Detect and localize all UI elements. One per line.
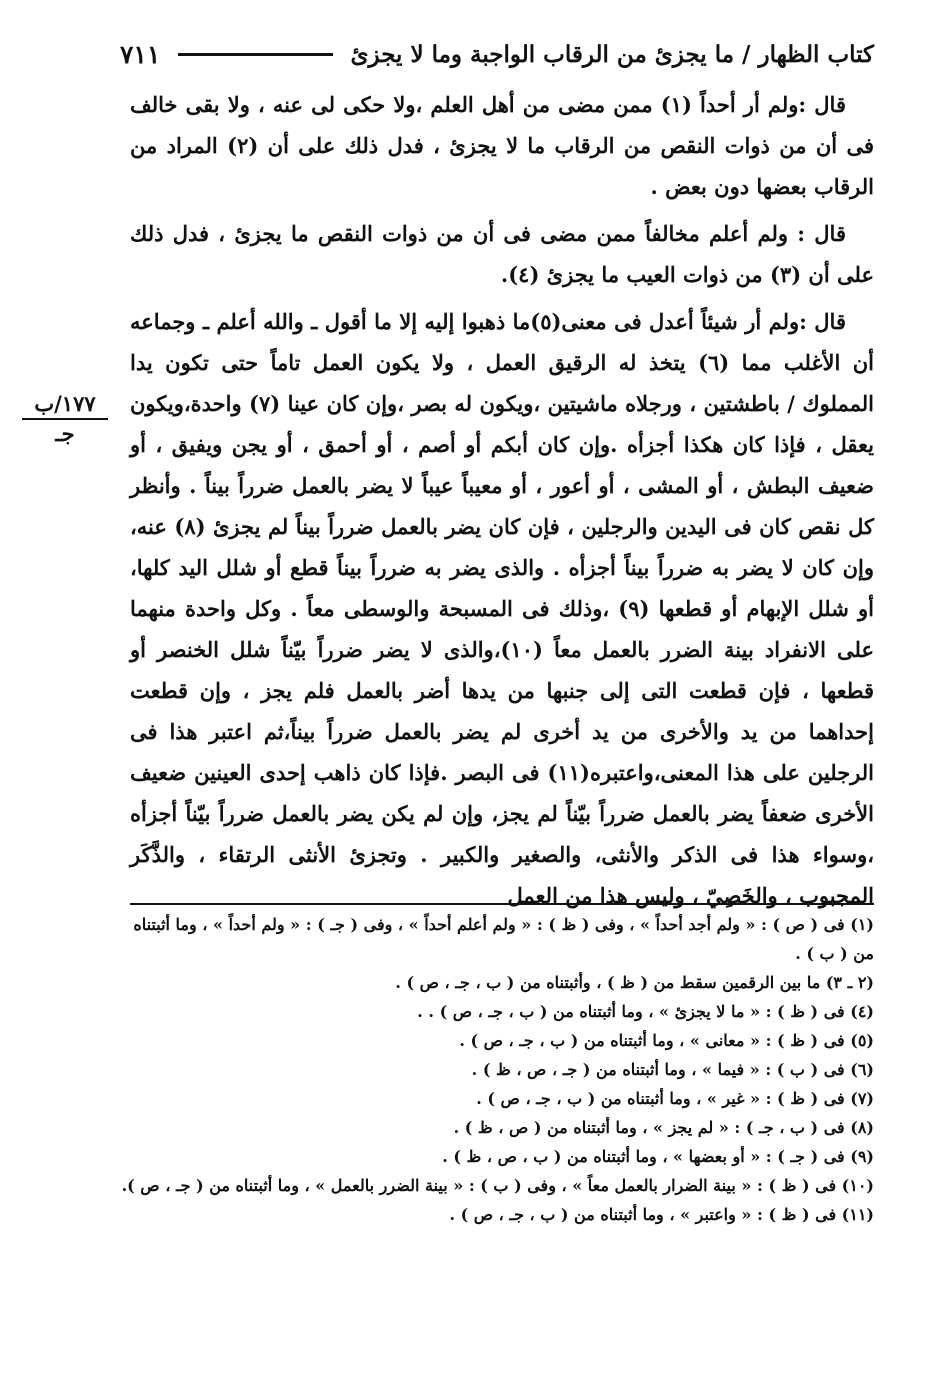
paragraph-text: ولم أر أحداً (١) ممن مضى من أهل العلم ،ولا حكى لى عنه ، ولا بقى خالف فى أن من ذوات النقص من الرقاب ما لا يجزئ ، فدل ذلك على أن (٢) المراد من الرقاب بعضها دون بعض .: [130, 92, 874, 199]
footnote: (٨) فى ( ب ، جـ ) : « لم يجز » ، وما أثبتناه من ( ص ، ظ ) .: [453, 1118, 874, 1137]
footnote: (٢ ـ ٣) ما بين الرقمين سقط من ( ظ ) ، وأثبتناه من ( ب ، جـ ، ص ) .: [395, 973, 874, 992]
footnote: (٧) فى ( ظ ) : « غير » ، وما أثبتناه من ( ب ، جـ ، ص ) .: [476, 1089, 874, 1108]
main-text: [130, 84, 874, 922]
footnote: (٥) فى ( ظ ) : « معانى » ، وما أثبتناه من ( ب ، جـ ، ص ) .: [459, 1031, 874, 1050]
footnote: (١٠) فى ( ظ ) : « بينة الضرار بالعمل معاً » ، وفى ( ب ) : « بينة الضرر بالعمل » ، وما أثبتناه من ( جـ ، ص ).: [121, 1176, 874, 1195]
footnote: (٤) فى ( ظ ) : « ما لا يجزئ » ، وما أثبتناه من ( ب ، جـ ، ص ) . .: [417, 1002, 874, 1021]
footnote: (١) فى ( ص ) : « ولم أجد أحداً » ، وفى ( ظ ) : « ولم أعلم أحداً » ، وفى ( جـ ) : « ولم أحداً » ، وما أثبتناه من ( ب ) .: [133, 915, 874, 963]
paragraph-lead: قال :: [797, 221, 846, 246]
footnote: (٦) فى ( ب ) : « فيما » ، وما أثبتناه من ( جـ ، ص ، ظ ) .: [471, 1060, 874, 1079]
margin-folio-note: [22, 392, 108, 446]
footnote: (٩) فى ( جـ ) : « أو بعضها » ، وما أثبتناه من ( ب ، ص ، ظ ) .: [442, 1147, 874, 1166]
footnote: (١١) فى ( ظ ) : « واعتبر » ، وما أثبتناه من ( ب ، جـ ، ص ) .: [449, 1205, 874, 1224]
footnote-separator: [130, 903, 874, 905]
footnotes: [120, 910, 874, 1229]
header-title: كتاب الظهار / ما يجزئ من الرقاب الواجبة وما لا يجزئ: [350, 40, 874, 68]
paragraph: [130, 213, 874, 295]
header-rule: [178, 53, 332, 56]
paragraph-text: ولم أعلم مخالفاً ممن مضى فى أن من ذوات النقص ما يجزئ ، فدل ذلك على أن (٣) من ذوات العيب ما يجزئ (٤).: [130, 221, 874, 287]
page-number: ٧١١: [120, 39, 161, 69]
paragraph: [130, 301, 874, 916]
margin-manuscript: جـ: [55, 421, 75, 446]
margin-folio: ١٧٧/ب: [22, 392, 108, 420]
paragraph-lead: قال :: [798, 92, 846, 117]
running-header: [120, 34, 874, 74]
paragraph-lead: قال :: [799, 309, 846, 334]
paragraph-text: ولم أر شيئاً أعدل فى معنى(٥)ما ذهبوا إليه إلا ما أقول ـ والله أعلم ـ وجماعه أن الأغلب مما (٦) يتخذ له الرقيق العمل ، ولا يكون العمل تاماً حتى تكون يدا المملوك / باطشتين ، ورجلاه ماشيتين ،ويكون له بصر ،وإن كان عينا (٧) واحدة،ويكون يعقل ، فإذا كان هكذا أجزأه .وإن كان أبكم أو أصم ، أو أحمق ، أو يجن ويفيق ، أو ضعيف البطش ، أو المشى ، أو أعور ، أو معيباً عيباً لا يضر بالعمل ضرراً بيناً . وأنظر كل نقص كان فى اليدين والرجلين ، فإن كان يضر بالعمل ضرراً بيناً لم يجزئ (٨) عنه، وإن كان لا يضر به ضرراً بيناً أجزأه . والذى يضر به ضرراً بيناً قطع أو شلل اليد كلها، أو شلل الإبهام أو قطعها (٩) ،وذلك فى المسبحة والوسطى معاً . وكل واحدة منهما على الانفراد بينة الضرر بالعمل معاً (١٠)،والذى لا يضر ضرراً بيّناً شلل الخنصر أو قطعها ، فإن قطعت التى إلى جنبها من يدها أضر بالعمل فلم يجز ، وإن قطعت إحداهما من يد والأخرى من يد أخرى لم يضر بالعمل ضرراً بيناً،ثم اعتبر هذا فى الرجلين على هذا المعنى،واعتبره(١١) فى البصر .فإذا كان ذاهب إحدى العينين ضعيف الأخرى ضعفاً يضر بالعمل ضرراً بيّناً لم يجز، وإن لم يكن يضر بالعمل ضرراً بيّناً أجزأه ،وسواء هذا فى الذكر والأنثى، والصغير والكبير . وتجزئ الأنثى الرتقاء ، والذَّكَر المجبوب ، والخَصِيّ ، وليس هذا من العمل: [130, 309, 875, 908]
paragraph: [130, 84, 874, 207]
